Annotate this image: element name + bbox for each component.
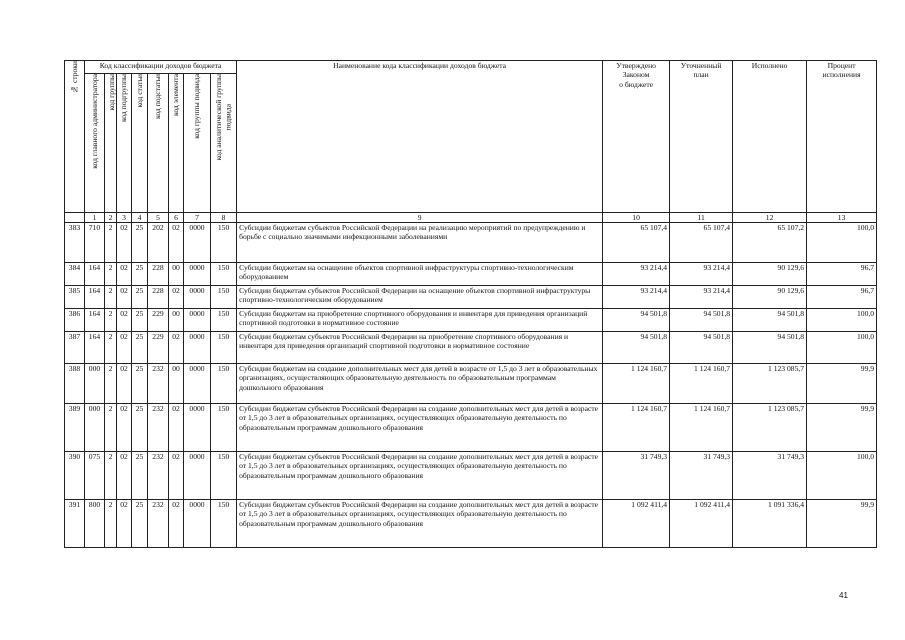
column-number: 13 [807,213,877,223]
refined-value: 93 214,4 [670,263,733,286]
code-analytic-group: 150 [211,500,237,548]
row-number: 389 [65,404,85,452]
code-subgroup: 02 [117,404,132,452]
code-article: 25 [132,263,148,286]
row-number: 384 [65,263,85,286]
executed-value: 90 129,6 [733,286,807,309]
code-element: 02 [169,223,184,263]
code-article: 25 [132,223,148,263]
row-number: 386 [65,309,85,332]
revenue-name: Субсидии бюджетам на оснащение объектов спортивной инфраструктуры спортивно-технологическим оборудованием [237,263,603,286]
revenue-name: Субсидии бюджетам на приобретение спортивного оборудования и инвентаря для приведения организаций спортивной подготовки в нормативное состояние [237,309,603,332]
code-admin: 710 [85,223,105,263]
refined-value: 94 501,8 [670,309,733,332]
approved-value: 65 107,4 [603,223,670,263]
code-subtype-group: 0000 [184,500,211,548]
percent-value: 100,0 [807,332,877,364]
code-subgroup: 02 [117,452,132,500]
executed-value: 1 123 085,7 [733,404,807,452]
code-subgroup: 02 [117,223,132,263]
code-analytic-group: 150 [211,263,237,286]
column-number: 1 [85,213,105,223]
percent-value: 96,7 [807,286,877,309]
revenue-name: Субсидии бюджетам субъектов Российской Федерации на создание дополнительных мест для детей в возрасте от 1,5 до 3 лет в образовательных организациях, осуществляющих образовательную деятельность по образовательным программам дошкольного образования [237,404,603,452]
approved-value: 1 124 160,7 [603,404,670,452]
column-number-row [65,213,877,223]
code-admin: 164 [85,286,105,309]
code-subgroup: 02 [117,364,132,404]
header-percent: Процент исполнения [807,61,877,213]
code-analytic-group: 150 [211,309,237,332]
code-admin: 164 [85,309,105,332]
header-code-element: код элемента [169,74,184,213]
table-row [65,223,877,263]
row-number: 391 [65,500,85,548]
code-group: 2 [105,332,117,364]
code-group: 2 [105,452,117,500]
approved-value: 94 501,8 [603,309,670,332]
row-number: 390 [65,452,85,500]
code-element: 02 [169,404,184,452]
column-number [65,213,85,223]
code-subgroup: 02 [117,309,132,332]
code-subtype-group: 0000 [184,263,211,286]
percent-value: 99,9 [807,364,877,404]
code-article: 25 [132,452,148,500]
page-number: 41 [839,591,848,600]
code-subtype-group: 0000 [184,223,211,263]
approved-value: 93 214,4 [603,286,670,309]
code-analytic-group: 150 [211,364,237,404]
header-code-analytic-group: код аналитической группы подвида [211,74,237,213]
header-row-group [65,61,877,74]
code-element: 02 [169,452,184,500]
row-number: 387 [65,332,85,364]
refined-value: 65 107,4 [670,223,733,263]
revenue-name: Субсидии бюджетам на создание дополнительных мест для детей в возрасте от 1,5 до 3 лет в образовательных организациях, осуществляющих образовательную деятельность по образовательным программам дошкольного образования [237,364,603,404]
header-code-article: код статьи [132,74,148,213]
code-analytic-group: 150 [211,404,237,452]
refined-value: 93 214,4 [670,286,733,309]
code-element: 00 [169,309,184,332]
refined-value: 31 749,3 [670,452,733,500]
column-number: 11 [670,213,733,223]
revenue-name: Субсидии бюджетам субъектов Российской Федерации на приобретение спортивного оборудования и инвентаря для приведения организаций спортивной подготовки в нормативное состояние [237,332,603,364]
code-subarticle: 229 [148,309,169,332]
code-subarticle: 232 [148,364,169,404]
code-element: 02 [169,332,184,364]
executed-value: 65 107,2 [733,223,807,263]
code-group: 2 [105,223,117,263]
table-row [65,309,877,332]
refined-value: 94 501,8 [670,332,733,364]
code-subarticle: 229 [148,332,169,364]
code-subarticle: 232 [148,452,169,500]
header-executed: Исполнено [733,61,807,213]
executed-value: 31 749,3 [733,452,807,500]
percent-value: 99,9 [807,500,877,548]
code-subtype-group: 0000 [184,404,211,452]
code-article: 25 [132,404,148,452]
approved-value: 1 092 411,4 [603,500,670,548]
approved-value: 93 214,4 [603,263,670,286]
revenue-name: Субсидии бюджетам субъектов Российской Федерации на создание дополнительных мест для детей в возрасте от 1,5 до 3 лет в образовательных организациях, осуществляющих образовательную деятельность по образовательным программам дошкольного образования [237,500,603,548]
code-group: 2 [105,500,117,548]
code-element: 02 [169,500,184,548]
code-article: 25 [132,500,148,548]
percent-value: 100,0 [807,309,877,332]
code-element: 02 [169,286,184,309]
approved-value: 1 124 160,7 [603,364,670,404]
table-body [65,213,877,548]
header-row-number: № строки [65,61,85,213]
executed-value: 1 123 085,7 [733,364,807,404]
refined-value: 1 092 411,4 [670,500,733,548]
revenue-name: Субсидии бюджетам субъектов Российской Федерации на оснащение объектов спортивной инфраструктуры спортивно-технологическим оборудованием [237,286,603,309]
code-group: 2 [105,263,117,286]
table-row [65,500,877,548]
code-subtype-group: 0000 [184,286,211,309]
header-code-subgroup: код подгруппы [117,74,132,213]
column-number: 10 [603,213,670,223]
percent-value: 99,9 [807,404,877,452]
code-group: 2 [105,404,117,452]
table-row [65,364,877,404]
code-group: 2 [105,286,117,309]
code-element: 00 [169,263,184,286]
row-number: 385 [65,286,85,309]
header-code-admin: код главного администратора [85,74,105,213]
column-number: 4 [132,213,148,223]
approved-value: 31 749,3 [603,452,670,500]
executed-value: 94 501,8 [733,332,807,364]
executed-value: 94 501,8 [733,309,807,332]
code-subtype-group: 0000 [184,364,211,404]
table-row [65,332,877,364]
code-subgroup: 02 [117,286,132,309]
code-admin: 000 [85,404,105,452]
header-code-subarticle: код подстатьи [148,74,169,213]
code-subgroup: 02 [117,263,132,286]
code-article: 25 [132,309,148,332]
code-subarticle: 232 [148,500,169,548]
code-subarticle: 228 [148,263,169,286]
code-subtype-group: 0000 [184,309,211,332]
header-code-group: код группы [105,74,117,213]
table-row [65,263,877,286]
column-number: 12 [733,213,807,223]
column-number: 6 [169,213,184,223]
code-admin: 000 [85,364,105,404]
percent-value: 100,0 [807,452,877,500]
code-subarticle: 202 [148,223,169,263]
table-row [65,452,877,500]
code-subarticle: 232 [148,404,169,452]
code-admin: 164 [85,263,105,286]
header-code-subtype-group: код группы подвида [184,74,211,213]
column-number: 5 [148,213,169,223]
code-subgroup: 02 [117,500,132,548]
refined-value: 1 124 160,7 [670,404,733,452]
code-subgroup: 02 [117,332,132,364]
percent-value: 100,0 [807,223,877,263]
column-number: 7 [184,213,211,223]
refined-value: 1 124 160,7 [670,364,733,404]
header-refined-plan: Уточненный план [670,61,733,213]
code-article: 25 [132,364,148,404]
column-number: 2 [105,213,117,223]
executed-value: 90 129,6 [733,263,807,286]
revenue-name: Субсидии бюджетам субъектов Российской Федерации на реализацию мероприятий по предупреждению и борьбе с социально значимыми инфекционными заболеваниями [237,223,603,263]
code-subarticle: 228 [148,286,169,309]
budget-revenue-table [64,60,877,548]
code-element: 00 [169,364,184,404]
code-analytic-group: 150 [211,452,237,500]
header-classification-group: Код классификации доходов бюджета [85,61,237,74]
table-row [65,286,877,309]
row-number: 388 [65,364,85,404]
code-admin: 075 [85,452,105,500]
code-analytic-group: 150 [211,332,237,364]
table-row [65,404,877,452]
code-analytic-group: 150 [211,286,237,309]
code-subtype-group: 0000 [184,452,211,500]
header-approved: Утверждено Законом о бюджете [603,61,670,213]
approved-value: 94 501,8 [603,332,670,364]
row-number: 383 [65,223,85,263]
code-analytic-group: 150 [211,223,237,263]
code-group: 2 [105,309,117,332]
code-group: 2 [105,364,117,404]
code-admin: 164 [85,332,105,364]
code-article: 25 [132,286,148,309]
column-number: 9 [237,213,603,223]
column-number: 3 [117,213,132,223]
code-admin: 800 [85,500,105,548]
revenue-name: Субсидии бюджетам субъектов Российской Федерации на создание дополнительных мест для детей в возрасте от 1,5 до 3 лет в образовательных организациях, осуществляющих образовательную деятельность по образовательным программам дошкольного образования [237,452,603,500]
percent-value: 96,7 [807,263,877,286]
executed-value: 1 091 336,4 [733,500,807,548]
header-name: Наименование кода классификации доходов бюджета [237,61,603,213]
column-number: 8 [211,213,237,223]
code-article: 25 [132,332,148,364]
code-subtype-group: 0000 [184,332,211,364]
